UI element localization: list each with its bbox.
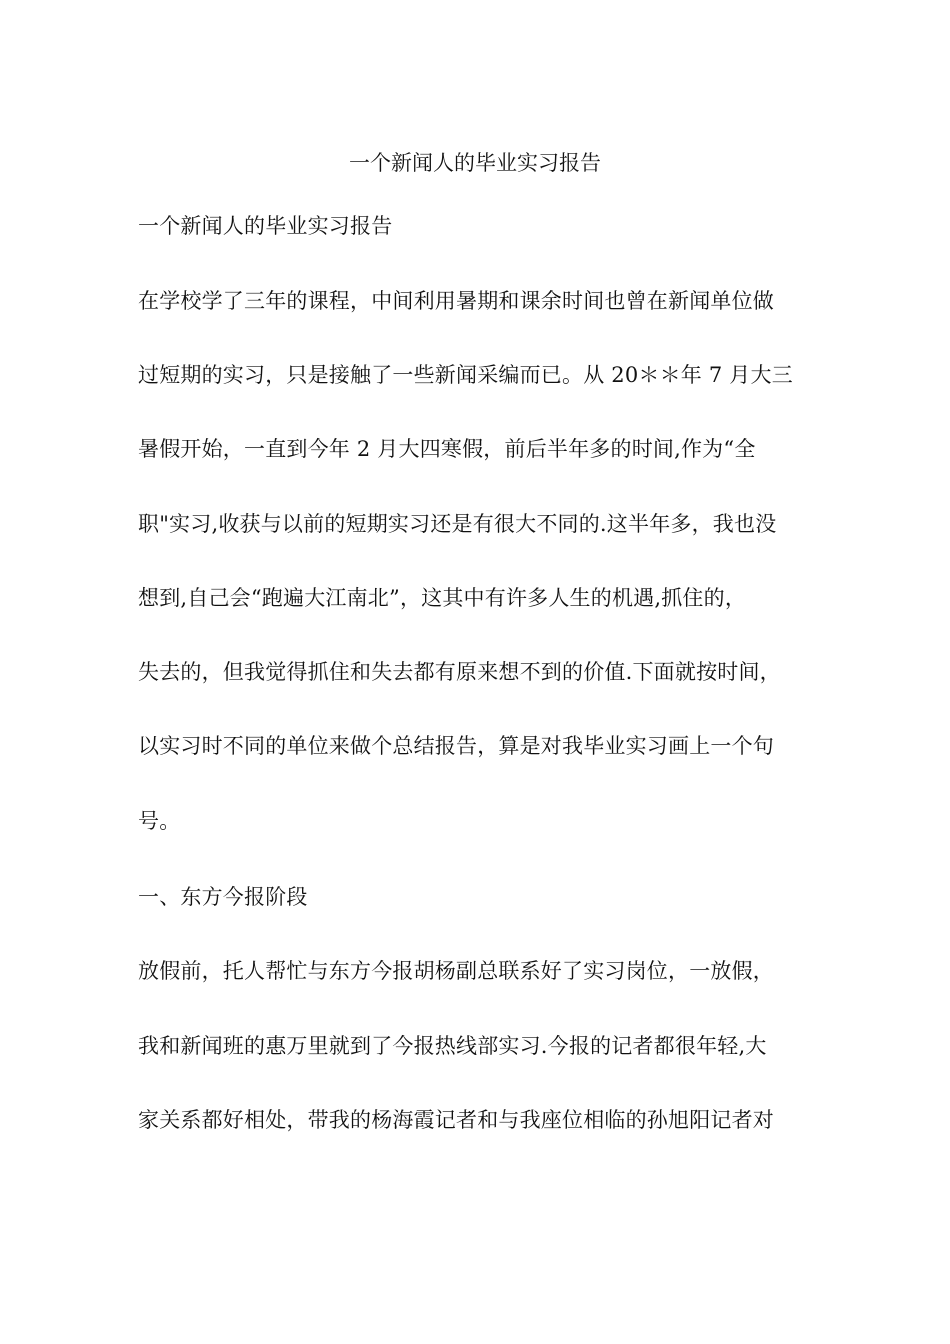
paragraph-line: 我和新闻班的惠万里就到了今报热线部实习.今报的记者都很年轻,大 bbox=[138, 1034, 767, 1058]
section-heading: 一、东方今报阶段 bbox=[138, 885, 308, 909]
paragraph-line: 想到,自己会“跑遍大江南北”，这其中有许多人生的机遇,抓住的， bbox=[138, 586, 747, 610]
paragraph-line: 职"实习,收获与以前的短期实习还是有很大不同的.这半年多，我也没 bbox=[138, 512, 777, 536]
subtitle-line: 一个新闻人的毕业实习报告 bbox=[138, 214, 393, 238]
paragraph-line: 暑假开始，一直到今年 2 月大四寒假，前后半年多的时间,作为“全 bbox=[138, 437, 756, 461]
paragraph-line: 在学校学了三年的课程，中间利用暑期和课余时间也曾在新闻单位做 bbox=[138, 289, 774, 313]
paragraph-line: 以实习时不同的单位来做个总结报告，算是对我毕业实习画上一个句 bbox=[138, 734, 774, 758]
document-title: 一个新闻人的毕业实习报告 bbox=[349, 151, 601, 175]
paragraph-line: 号。 bbox=[138, 809, 181, 833]
paragraph-line: 放假前，托人帮忙与东方今报胡杨副总联系好了实习岗位，一放假， bbox=[138, 959, 774, 983]
paragraph-line: 过短期的实习，只是接触了一些新闻采编而已。从 20＊＊年 7 月大三 bbox=[138, 363, 793, 387]
paragraph-line: 家关系都好相处，带我的杨海霞记者和与我座位相临的孙旭阳记者对 bbox=[138, 1108, 774, 1132]
paragraph-line: 失去的，但我觉得抓住和失去都有原来想不到的价值.下面就按时间， bbox=[138, 660, 781, 684]
